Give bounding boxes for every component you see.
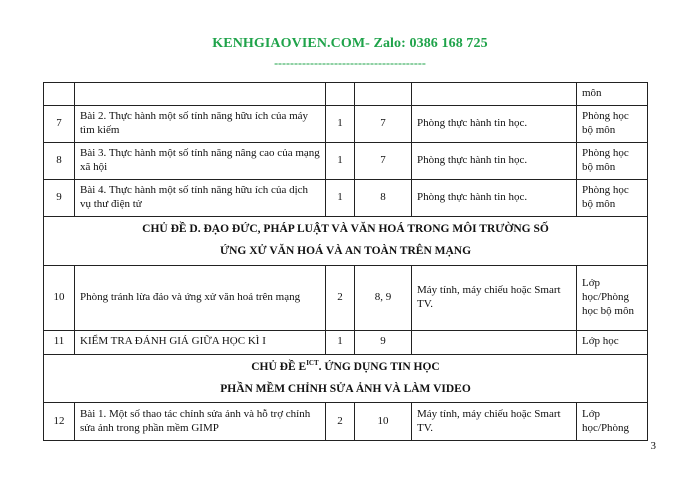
lesson-name-cell: Phòng tránh lừa đảo và ứng xử văn hoá trên mạng [75, 265, 326, 330]
curriculum-table [43, 82, 648, 441]
lesson-number-cell: 10 [44, 265, 75, 330]
topic-e-line2: PHẦN MỀM CHỈNH SỬA ẢNH VÀ LÀM VIDEO [220, 382, 471, 395]
week-cell: 7 [355, 143, 412, 180]
periods-cell: 1 [326, 330, 355, 354]
table-row [44, 330, 648, 354]
table-row [44, 403, 648, 441]
page-number: 3 [650, 440, 656, 452]
place-cell: Lớp học [577, 330, 648, 354]
place-cell: Lớp học/Phòng học bộ môn [577, 265, 648, 330]
place-cell: Phòng học bộ môn [577, 143, 648, 180]
equipment-cell: Phòng thực hành tin học. [412, 143, 577, 180]
topic-heading-row [44, 354, 648, 403]
table-row [44, 265, 648, 330]
topic-d-line2: ỨNG XỬ VĂN HOÁ VÀ AN TOÀN TRÊN MẠNG [219, 244, 472, 257]
topic-e-heading [44, 354, 648, 403]
lesson-name-cell: Bài 2. Thực hành một số tính năng hữu ích của máy tìm kiếm [75, 106, 326, 143]
header-title[interactable]: KENHGIAOVIEN.COM- Zalo: 0386 168 725 [212, 36, 488, 51]
topic-heading-row [44, 217, 648, 266]
periods-cell: 1 [326, 106, 355, 143]
place-cell: Phòng học bộ môn [577, 106, 648, 143]
periods-cell: 1 [326, 143, 355, 180]
week-cell: 9 [355, 330, 412, 354]
table-row [44, 180, 648, 217]
lesson-name-cell: Bài 4. Thực hành một số tính năng hữu ích của dịch vụ thư điện tử [75, 180, 326, 217]
place-cell: Lớp học/Phòng [577, 403, 648, 441]
periods-cell: 2 [326, 265, 355, 330]
equipment-cell: Máy tính, máy chiếu hoặc Smart TV. [412, 265, 577, 330]
table-row [44, 143, 648, 180]
lesson-number-cell: 9 [44, 180, 75, 217]
week-cell: 7 [355, 106, 412, 143]
lesson-number-cell: 8 [44, 143, 75, 180]
topic-d-heading [44, 217, 648, 266]
header-dashed-rule: -------------------------------------- [274, 56, 426, 70]
table-row [44, 106, 648, 143]
lesson-name-cell: Bài 3. Thực hành một số tính năng nâng cao của mạng xã hội [75, 143, 326, 180]
lesson-number-cell: 11 [44, 330, 75, 354]
equipment-cell: Máy tính, máy chiếu hoặc Smart TV. [412, 403, 577, 441]
equipment-cell: Phòng thực hành tin học. [412, 106, 577, 143]
equipment-cell [412, 330, 577, 354]
page-header [0, 36, 700, 71]
table-row-continued [44, 83, 648, 106]
place-cell: Phòng học bộ môn [577, 180, 648, 217]
periods-cell: 1 [326, 180, 355, 217]
lesson-name-cell: KIỂM TRA ĐÁNH GIÁ GIỮA HỌC KÌ I [75, 330, 326, 354]
periods-cell: 2 [326, 403, 355, 441]
week-cell: 8 [355, 180, 412, 217]
lesson-number-cell: 7 [44, 106, 75, 143]
topic-d-line1: CHỦ ĐỀ D. ĐẠO ĐỨC, PHÁP LUẬT VÀ VĂN HOÁ TRONG MÔI TRƯỜNG SỐ [142, 223, 549, 235]
lesson-number-cell: 12 [44, 403, 75, 441]
week-cell: 10 [355, 403, 412, 441]
place-cell: môn [577, 83, 648, 106]
lesson-name-cell: Bài 1. Một số thao tác chỉnh sửa ảnh và hỗ trợ chỉnh sửa ảnh trong phần mềm GIMP [75, 403, 326, 441]
equipment-cell: Phòng thực hành tin học. [412, 180, 577, 217]
week-cell: 8, 9 [355, 265, 412, 330]
topic-e-superscript: ICT [306, 358, 319, 367]
topic-e-line1: CHỦ ĐỀ $E^{ICT}$. ỨNG DỤNG TIN HỌC [251, 358, 440, 373]
